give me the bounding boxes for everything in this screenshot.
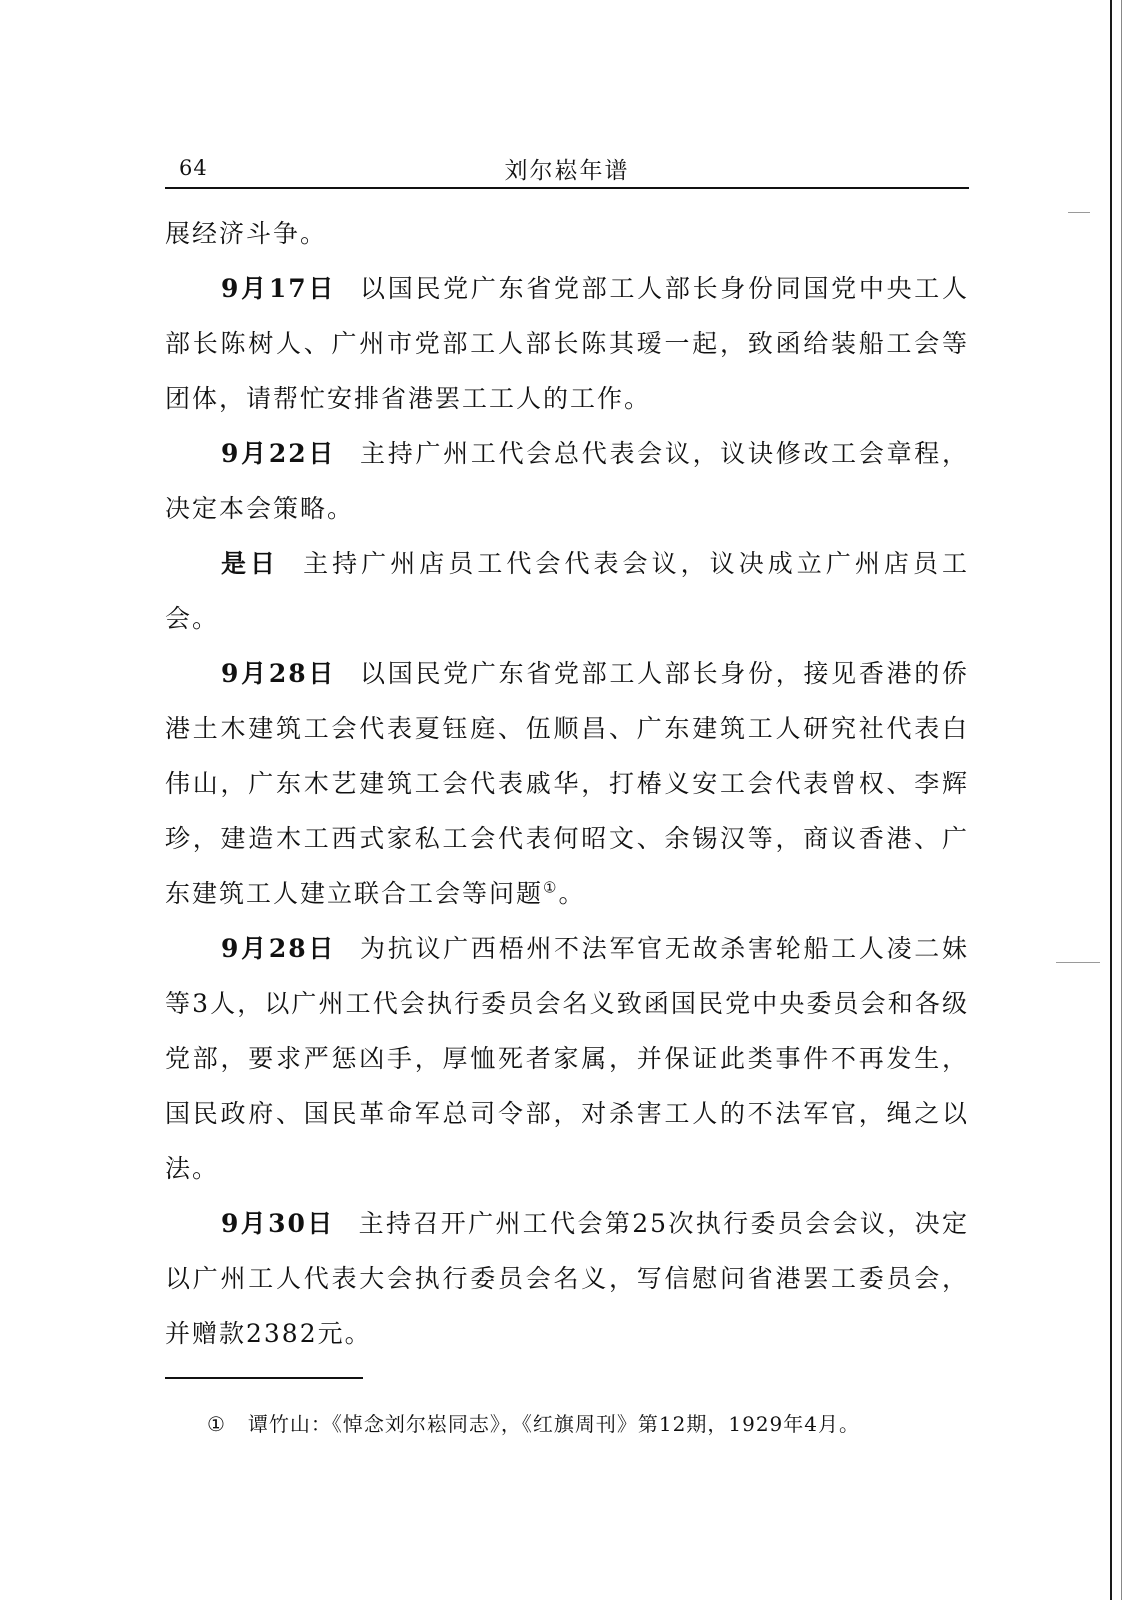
entry-date: 9月22日 (221, 439, 337, 468)
page-header (165, 146, 969, 190)
footnote-text: 谭竹山：《悼念刘尔崧同志》，《红旗周刊》第12期，1929年4月。 (247, 1412, 861, 1436)
entry-date: 9月30日 (221, 1209, 335, 1238)
header-rule (165, 187, 969, 189)
chronicle-entry (165, 536, 969, 646)
entry-text: 主持广州店员工代会代表会议，议决成立广州店员工会。 (165, 549, 969, 633)
footnote-marker: ① (207, 1412, 226, 1436)
running-title: 刘尔崧年谱 (504, 158, 630, 184)
entry-date: 9月28日 (221, 934, 337, 963)
scan-speck (1068, 212, 1090, 213)
entry-date: 9月28日 (221, 659, 337, 688)
entry-text: 以国民党广东省党部工人部长身份同国党中央工人部长陈树人、广州市党部工人部长陈其瑷一起，致函给装船工会等团体，请帮忙安排省港罢工工人的工作。 (165, 274, 969, 413)
chronicle-entry (165, 261, 969, 426)
entry-date: 9月17日 (221, 274, 337, 303)
chronicle-entry (165, 1196, 969, 1361)
chronicle-entry (165, 646, 969, 921)
chronicle-entry (165, 426, 969, 536)
entry-text: 主持广州工代会总代表会议，议诀修改工会章程，决定本会策略。 (165, 439, 969, 523)
paragraph-continuation (165, 206, 969, 261)
entry-date: 是日 (221, 549, 280, 578)
footnote-rule (165, 1377, 363, 1379)
body-text (165, 206, 969, 1361)
entry-text-end: 。 (558, 879, 586, 908)
scan-page-edge-outer (1121, 0, 1122, 1600)
footnote (207, 1408, 967, 1437)
page-number: 64 (179, 156, 208, 180)
footnote-reference[interactable]: ① (543, 878, 559, 897)
chronicle-entry (165, 921, 969, 1196)
entry-text: 主持召开广州工代会第25次执行委员会会议，决定以广州工人代表大会执行委员会名义，写信慰问省港罢工委员会，并赠款2382元。 (165, 1209, 969, 1348)
scan-page-edge (1110, 0, 1112, 1600)
scan-speck (1056, 962, 1100, 963)
paragraph-text: 展经济斗争。 (165, 219, 328, 248)
entry-text: 以国民党广东省党部工人部长身份，接见香港的侨港土木建筑工会代表夏钰庭、伍顺昌、广东建筑工人研究社代表白伟山，广东木艺建筑工会代表戚华，打椿义安工会代表曾权、李辉珍，建造木工西式家私工会代表何昭文、余锡汉等，商议香港、广东建筑工人建立联合工会等问题 (165, 659, 969, 908)
entry-text: 为抗议广西梧州不法军官无故杀害轮船工人凌二妹等3人，以广州工代会执行委员会名义致函国民党中央委员会和各级党部，要求严惩凶手，厚恤死者家属，并保证此类事件不再发生，国民政府、国民革命军总司令部，对杀害工人的不法军官，绳之以法。 (165, 934, 969, 1183)
